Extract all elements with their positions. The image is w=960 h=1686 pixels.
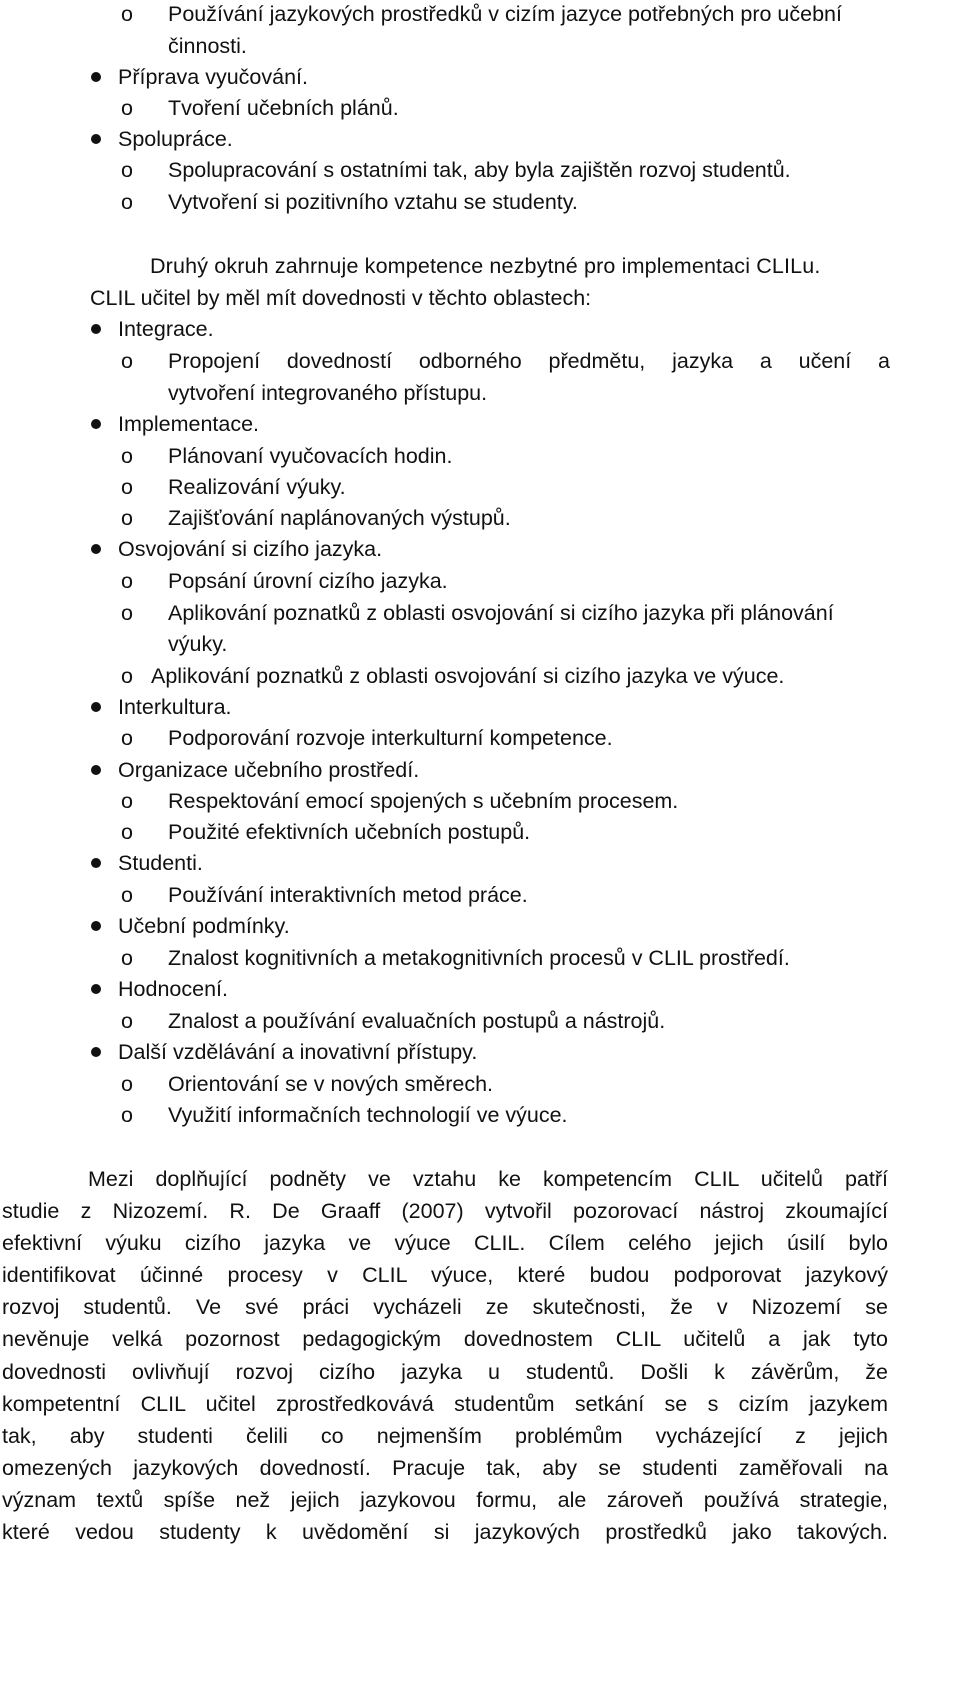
paragraph-line: Mezi doplňující podněty ve vztahu ke kompetencím CLIL učitelů patří (88, 1167, 888, 1191)
paragraph-line: které vedou studenty k uvědomění si jazykových prostředků jako takových. (2, 1520, 888, 1544)
list-item: Použité efektivních učebních postupů. (168, 820, 531, 844)
list-item: Znalost kognitivních a metakognitivních procesů v CLIL prostředí. (168, 946, 790, 970)
sub-bullet-marker: o (121, 506, 133, 530)
sub-bullet-marker: o (121, 883, 133, 907)
paragraph-line: efektivní výuku cizího jazyka ve výuce CLIL. Cílem celého jejich úsilí bylo (2, 1231, 888, 1255)
bullet-icon (91, 921, 101, 931)
sub-bullet-marker: o (121, 349, 133, 373)
bullet-icon (91, 72, 101, 82)
list-item: Respektování emocí spojených s učebním procesem. (168, 789, 679, 813)
list-item: Hodnocení. (118, 977, 228, 1001)
list-item: Osvojování si cizího jazyka. (118, 537, 383, 561)
sub-bullet-marker: o (121, 664, 133, 688)
paragraph-line: studie z Nizozemí. R. De Graaff (2007) vytvořil pozorovací nástroj zkoumající (2, 1199, 888, 1223)
sub-bullet-marker: o (121, 158, 133, 182)
list-item: Realizování výuky. (168, 475, 346, 499)
sub-bullet-marker: o (121, 190, 133, 214)
sub-bullet-marker: o (121, 726, 133, 750)
bullet-icon (91, 324, 101, 334)
bullet-icon (91, 702, 101, 712)
bullet-icon (91, 134, 101, 144)
list-item: Interkultura. (118, 695, 232, 719)
list-item: Aplikování poznatků z oblasti osvojování si cizího jazyka ve výuce. (151, 664, 785, 688)
list-item: Učební podmínky. (118, 914, 290, 938)
list-item: Spolupracování s ostatními tak, aby byla zajištěn rozvoj studentů. (168, 158, 791, 182)
bullet-icon (91, 858, 101, 868)
sub-bullet-marker: o (121, 96, 133, 120)
paragraph-line: identifikovat účinné procesy v CLIL výuce, které budou podporovat jazykový (2, 1263, 888, 1287)
paragraph-line: kompetentní CLIL učitel zprostředkovává studentům setkání se s cizím jazykem (2, 1392, 888, 1416)
paragraph-line: dovednosti ovlivňují rozvoj cizího jazyka u studentů. Došli k závěrům, že (2, 1360, 888, 1384)
list-item-continuation: činnosti. (168, 34, 247, 58)
list-item: Popsání úrovní cizího jazyka. (168, 569, 448, 593)
bullet-icon (91, 1047, 101, 1057)
paragraph-line: nevěnuje velká pozornost pedagogickým dovednostem CLIL učitelů a jak tyto (2, 1327, 888, 1351)
sub-bullet-marker: o (121, 475, 133, 499)
sub-bullet-marker: o (121, 820, 133, 844)
list-item: Využití informačních technologií ve výuce. (168, 1103, 568, 1127)
bullet-icon (91, 984, 101, 994)
sub-bullet-marker: o (121, 946, 133, 970)
paragraph-line: omezených jazykových dovedností. Pracuje tak, aby se studenti zaměřovali na (2, 1456, 888, 1480)
list-item: Znalost a používání evaluačních postupů a nástrojů. (168, 1009, 666, 1033)
bullet-icon (91, 544, 101, 554)
intro-text: Druhý okruh zahrnuje kompetence nezbytné pro implementaci CLILu. (150, 254, 821, 278)
bullet-icon (91, 419, 101, 429)
list-item: Studenti. (118, 851, 203, 875)
sub-bullet-marker: o (121, 2, 133, 26)
list-item: Spolupráce. (118, 127, 233, 151)
list-item: Plánovaní vyučovacích hodin. (168, 444, 453, 468)
sub-bullet-marker: o (121, 444, 133, 468)
list-item: Příprava vyučování. (118, 65, 309, 89)
list-item: Používání jazykových prostředků v cizím jazyce potřebných pro učební (168, 2, 842, 26)
list-item: Další vzdělávání a inovativní přístupy. (118, 1040, 478, 1064)
list-item: Zajišťování naplánovaných výstupů. (168, 506, 511, 530)
list-item: Implementace. (118, 412, 260, 436)
list-item: Tvoření učebních plánů. (168, 96, 399, 120)
sub-bullet-marker: o (121, 569, 133, 593)
paragraph-line: význam textů spíše než jejich jazykovou formu, ale zároveň používá strategie, (2, 1488, 888, 1512)
sub-bullet-marker: o (121, 1072, 133, 1096)
sub-bullet-marker: o (121, 601, 133, 625)
list-item: Integrace. (118, 317, 214, 341)
list-item-continuation: vytvoření integrovaného přístupu. (168, 381, 488, 405)
list-item: Organizace učebního prostředí. (118, 758, 420, 782)
list-item: Vytvoření si pozitivního vztahu se studenty. (168, 190, 578, 214)
sub-bullet-marker: o (121, 1103, 133, 1127)
list-item: Orientování se v nových směrech. (168, 1072, 494, 1096)
paragraph-line: rozvoj studentů. Ve své práci vycházeli ze skutečnosti, že v Nizozemí se (2, 1295, 888, 1319)
list-item: Používání interaktivních metod práce. (168, 883, 528, 907)
sub-bullet-marker: o (121, 1009, 133, 1033)
list-item: Aplikování poznatků z oblasti osvojování si cizího jazyka při plánování (168, 601, 834, 625)
sub-bullet-marker: o (121, 789, 133, 813)
bullet-icon (91, 765, 101, 775)
list-item-continuation: výuky. (168, 632, 228, 656)
list-item: Propojení dovedností odborného předmětu, jazyka a učení a (168, 349, 890, 373)
paragraph-line: tak, aby studenti čelili co nejmenším problémům vycházející z jejich (2, 1424, 888, 1448)
intro-text: CLIL učitel by měl mít dovednosti v těchto oblastech: (90, 286, 592, 310)
list-item: Podporování rozvoje interkulturní kompetence. (168, 726, 613, 750)
